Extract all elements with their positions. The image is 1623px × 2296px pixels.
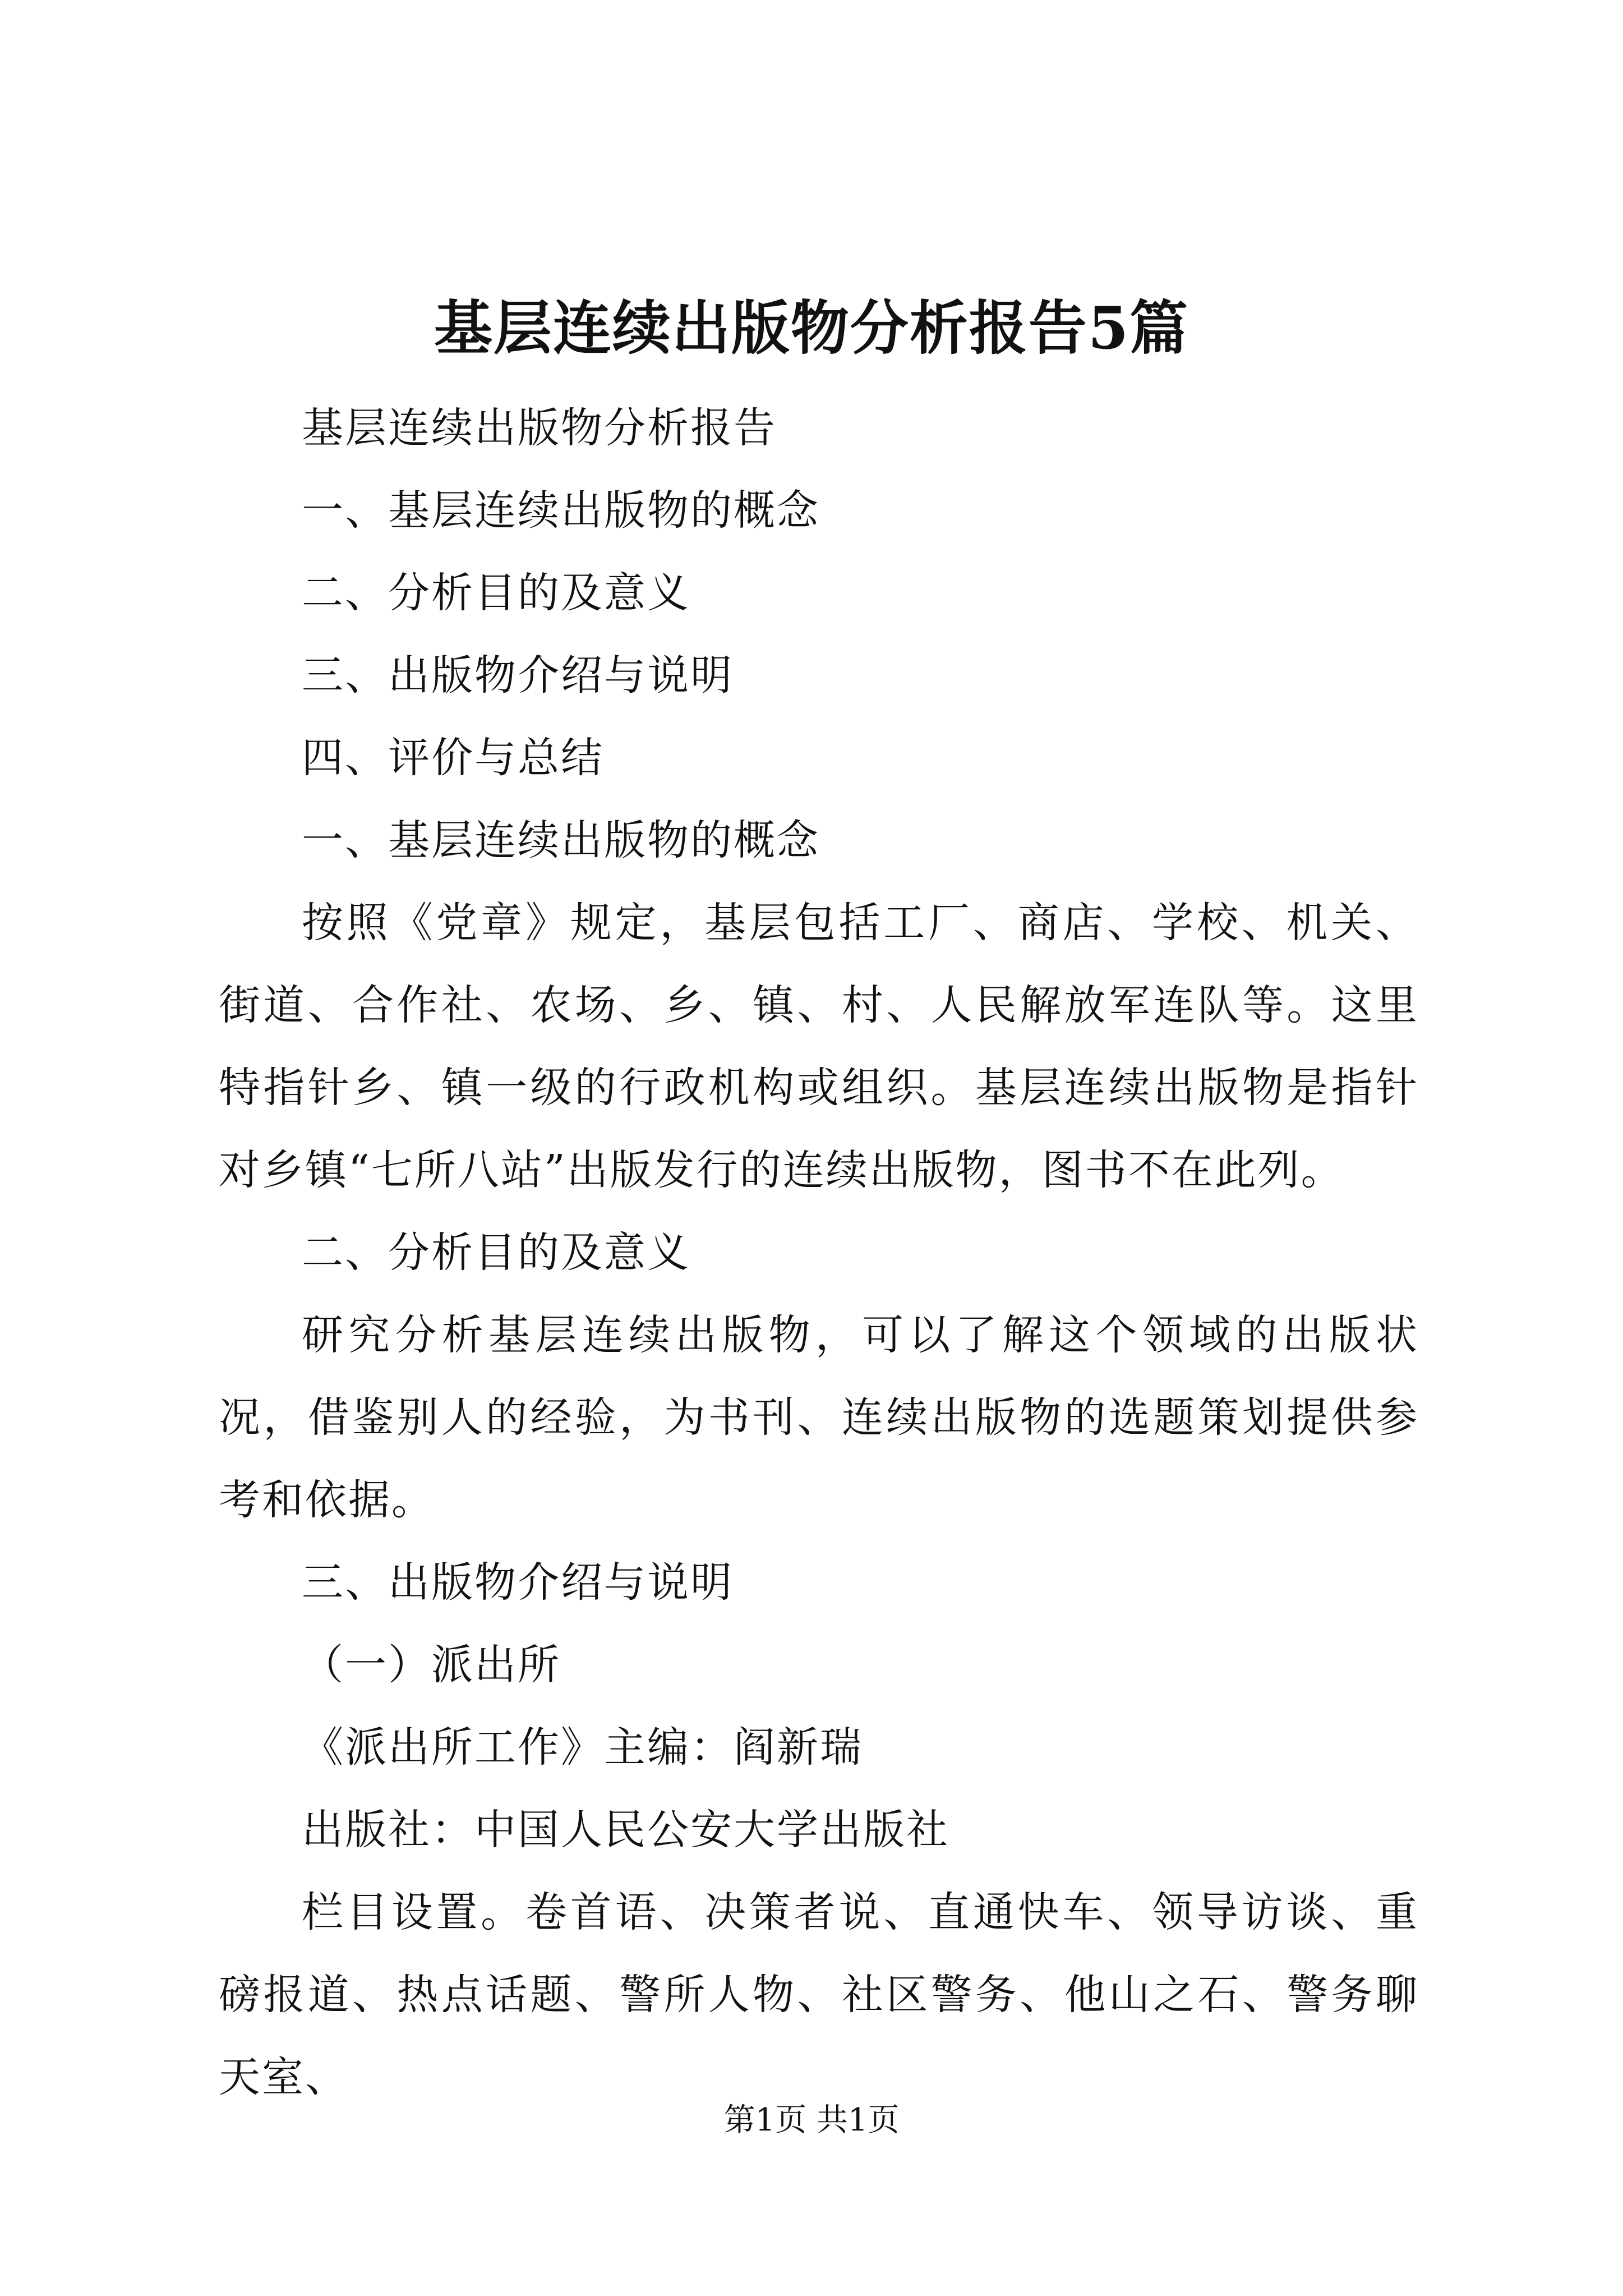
- document-body: [219, 387, 1419, 2119]
- paragraph: 基层连续出版物分析报告: [302, 404, 777, 452]
- paragraph: 出版社：中国人民公安大学出版社: [302, 1806, 949, 1854]
- paragraph: 一、基层连续出版物的概念: [302, 486, 820, 535]
- paragraph: 三、出版物介绍与说明: [302, 1558, 734, 1607]
- paragraph: 研究分析基层连续出版物，可以了解这个领域的出版状况，借鉴别人的经验，为书刊、连续出版物的选题策划提供参考和依据。: [219, 1311, 1419, 1524]
- paragraph: 栏目设置。卷首语、决策者说、直通快车、领导访谈、重磅报道、热点话题、警所人物、社区警务、他山之石、警务聊天室、: [219, 1888, 1419, 2101]
- paragraph: 按照《党章》规定，基层包括工厂、商店、学校、机关、街道、合作社、农场、乡、镇、村、人民解放军连队等。这里特指针乡、镇一级的行政机构或组织。基层连续出版物是指针对乡镇“七所八站”出版发行的连续出版物，图书不在此列。: [219, 899, 1419, 1194]
- paragraph: 一、基层连续出版物的概念: [302, 816, 820, 864]
- page-footer: 第1页 共1页: [723, 2102, 900, 2138]
- paragraph: 四、评价与总结: [302, 734, 604, 782]
- paragraph: （一）派出所: [302, 1641, 561, 1689]
- paragraph: 二、分析目的及意义: [302, 1228, 690, 1277]
- document-title: 基层连续出版物分析报告5篇: [434, 293, 1189, 362]
- paragraph: 《派出所工作》主编：阎新瑞: [302, 1723, 863, 1772]
- paragraph: 二、分析目的及意义: [302, 569, 690, 617]
- paragraph: 三、出版物介绍与说明: [302, 651, 734, 700]
